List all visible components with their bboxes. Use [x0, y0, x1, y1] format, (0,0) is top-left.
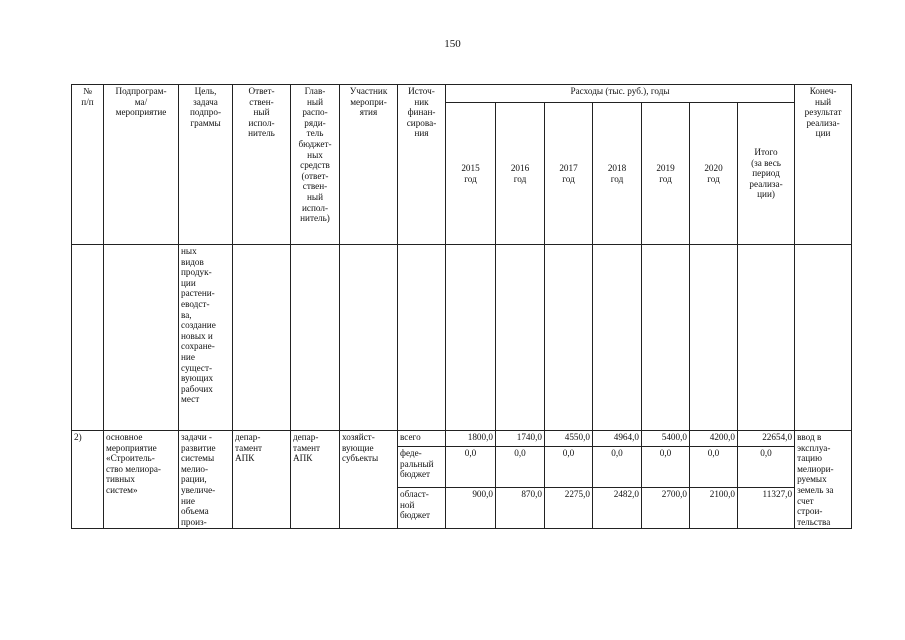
page-number: 150: [444, 38, 461, 50]
value-cell: 870,0: [496, 488, 545, 529]
value-cell: 0,0: [496, 447, 545, 488]
header-year: 2020 год: [690, 103, 738, 245]
row-num: 2): [72, 431, 104, 529]
cell-empty: [104, 245, 179, 431]
continuation-goal: ных видов продук- ции растени- еводст- ва, создание новых и сохране- ние сущест- вующих рабочих мест: [179, 245, 233, 431]
cell-empty: [398, 245, 446, 431]
header-total: Итого (за весь период реализа- ции): [738, 103, 795, 245]
total-cell: 0,0: [738, 447, 795, 488]
header-num: № п/п: [72, 85, 104, 245]
row-goal: задачи - развитие системы мелио- рации, увеличе- ние объема произ-: [179, 431, 233, 529]
cell-empty: [233, 245, 291, 431]
value-cell: 0,0: [545, 447, 593, 488]
cell-empty: [446, 245, 496, 431]
value-cell: 0,0: [690, 447, 738, 488]
value-cell: 1800,0: [446, 431, 496, 447]
total-cell: 22654,0: [738, 431, 795, 447]
value-cell: 4550,0: [545, 431, 593, 447]
value-cell: 2100,0: [690, 488, 738, 529]
header-year: 2017 год: [545, 103, 593, 245]
cell-empty: [72, 245, 104, 431]
value-cell: 2275,0: [545, 488, 593, 529]
row-subprogram: основное мероприятие «Строитель- ство мелиора- тивных систем»: [104, 431, 179, 529]
cell-empty: [642, 245, 690, 431]
row-result: ввод в эксплуа- тацию мелиори- руемых земель за счет строи- тельства: [795, 431, 852, 529]
header-year: 2016 год: [496, 103, 545, 245]
value-cell: 900,0: [446, 488, 496, 529]
value-cell: 1740,0: [496, 431, 545, 447]
budget-table: [71, 84, 852, 529]
funding-source-total: всего: [398, 431, 446, 447]
header-funding-source: Источ- ник финан- сирова- ния: [398, 85, 446, 245]
header-year: 2018 год: [593, 103, 642, 245]
header-subprogram: Подпрограм- ма/ мероприятие: [104, 85, 179, 245]
cell-empty: [795, 245, 852, 431]
funding-source-federal: феде- ральный бюджет: [398, 447, 446, 488]
cell-empty: [545, 245, 593, 431]
cell-empty: [690, 245, 738, 431]
value-cell: 4964,0: [593, 431, 642, 447]
total-cell: 11327,0: [738, 488, 795, 529]
value-cell: 5400,0: [642, 431, 690, 447]
header-executor: Ответ- ствен- ный испол- нитель: [233, 85, 291, 245]
cell-empty: [593, 245, 642, 431]
value-cell: 4200,0: [690, 431, 738, 447]
header-result: Конеч- ный результат реализа- ции: [795, 85, 852, 245]
table-row: [72, 431, 852, 447]
continuation-row: [72, 245, 852, 431]
cell-empty: [738, 245, 795, 431]
header-expenses: Расходы (тыс. руб.), годы: [446, 85, 795, 103]
header-row: [72, 85, 852, 103]
cell-empty: [496, 245, 545, 431]
header-goal: Цель, задача подпро- граммы: [179, 85, 233, 245]
header-year: 2019 год: [642, 103, 690, 245]
row-participant: хозяйст- вующие субъекты: [340, 431, 398, 529]
value-cell: 2482,0: [593, 488, 642, 529]
value-cell: 0,0: [593, 447, 642, 488]
cell-empty: [340, 245, 398, 431]
funding-source-regional: област- ной бюджет: [398, 488, 446, 529]
value-cell: 0,0: [642, 447, 690, 488]
value-cell: 0,0: [446, 447, 496, 488]
cell-empty: [291, 245, 340, 431]
header-manager: Глав- ный распо- ряди- тель бюджет- ных средств (ответ- ствен- ный испол- нитель): [291, 85, 340, 245]
header-participant: Участник меропри- ятия: [340, 85, 398, 245]
value-cell: 2700,0: [642, 488, 690, 529]
row-manager: депар- тамент АПК: [291, 431, 340, 529]
header-year: 2015 год: [446, 103, 496, 245]
row-executor: депар- тамент АПК: [233, 431, 291, 529]
